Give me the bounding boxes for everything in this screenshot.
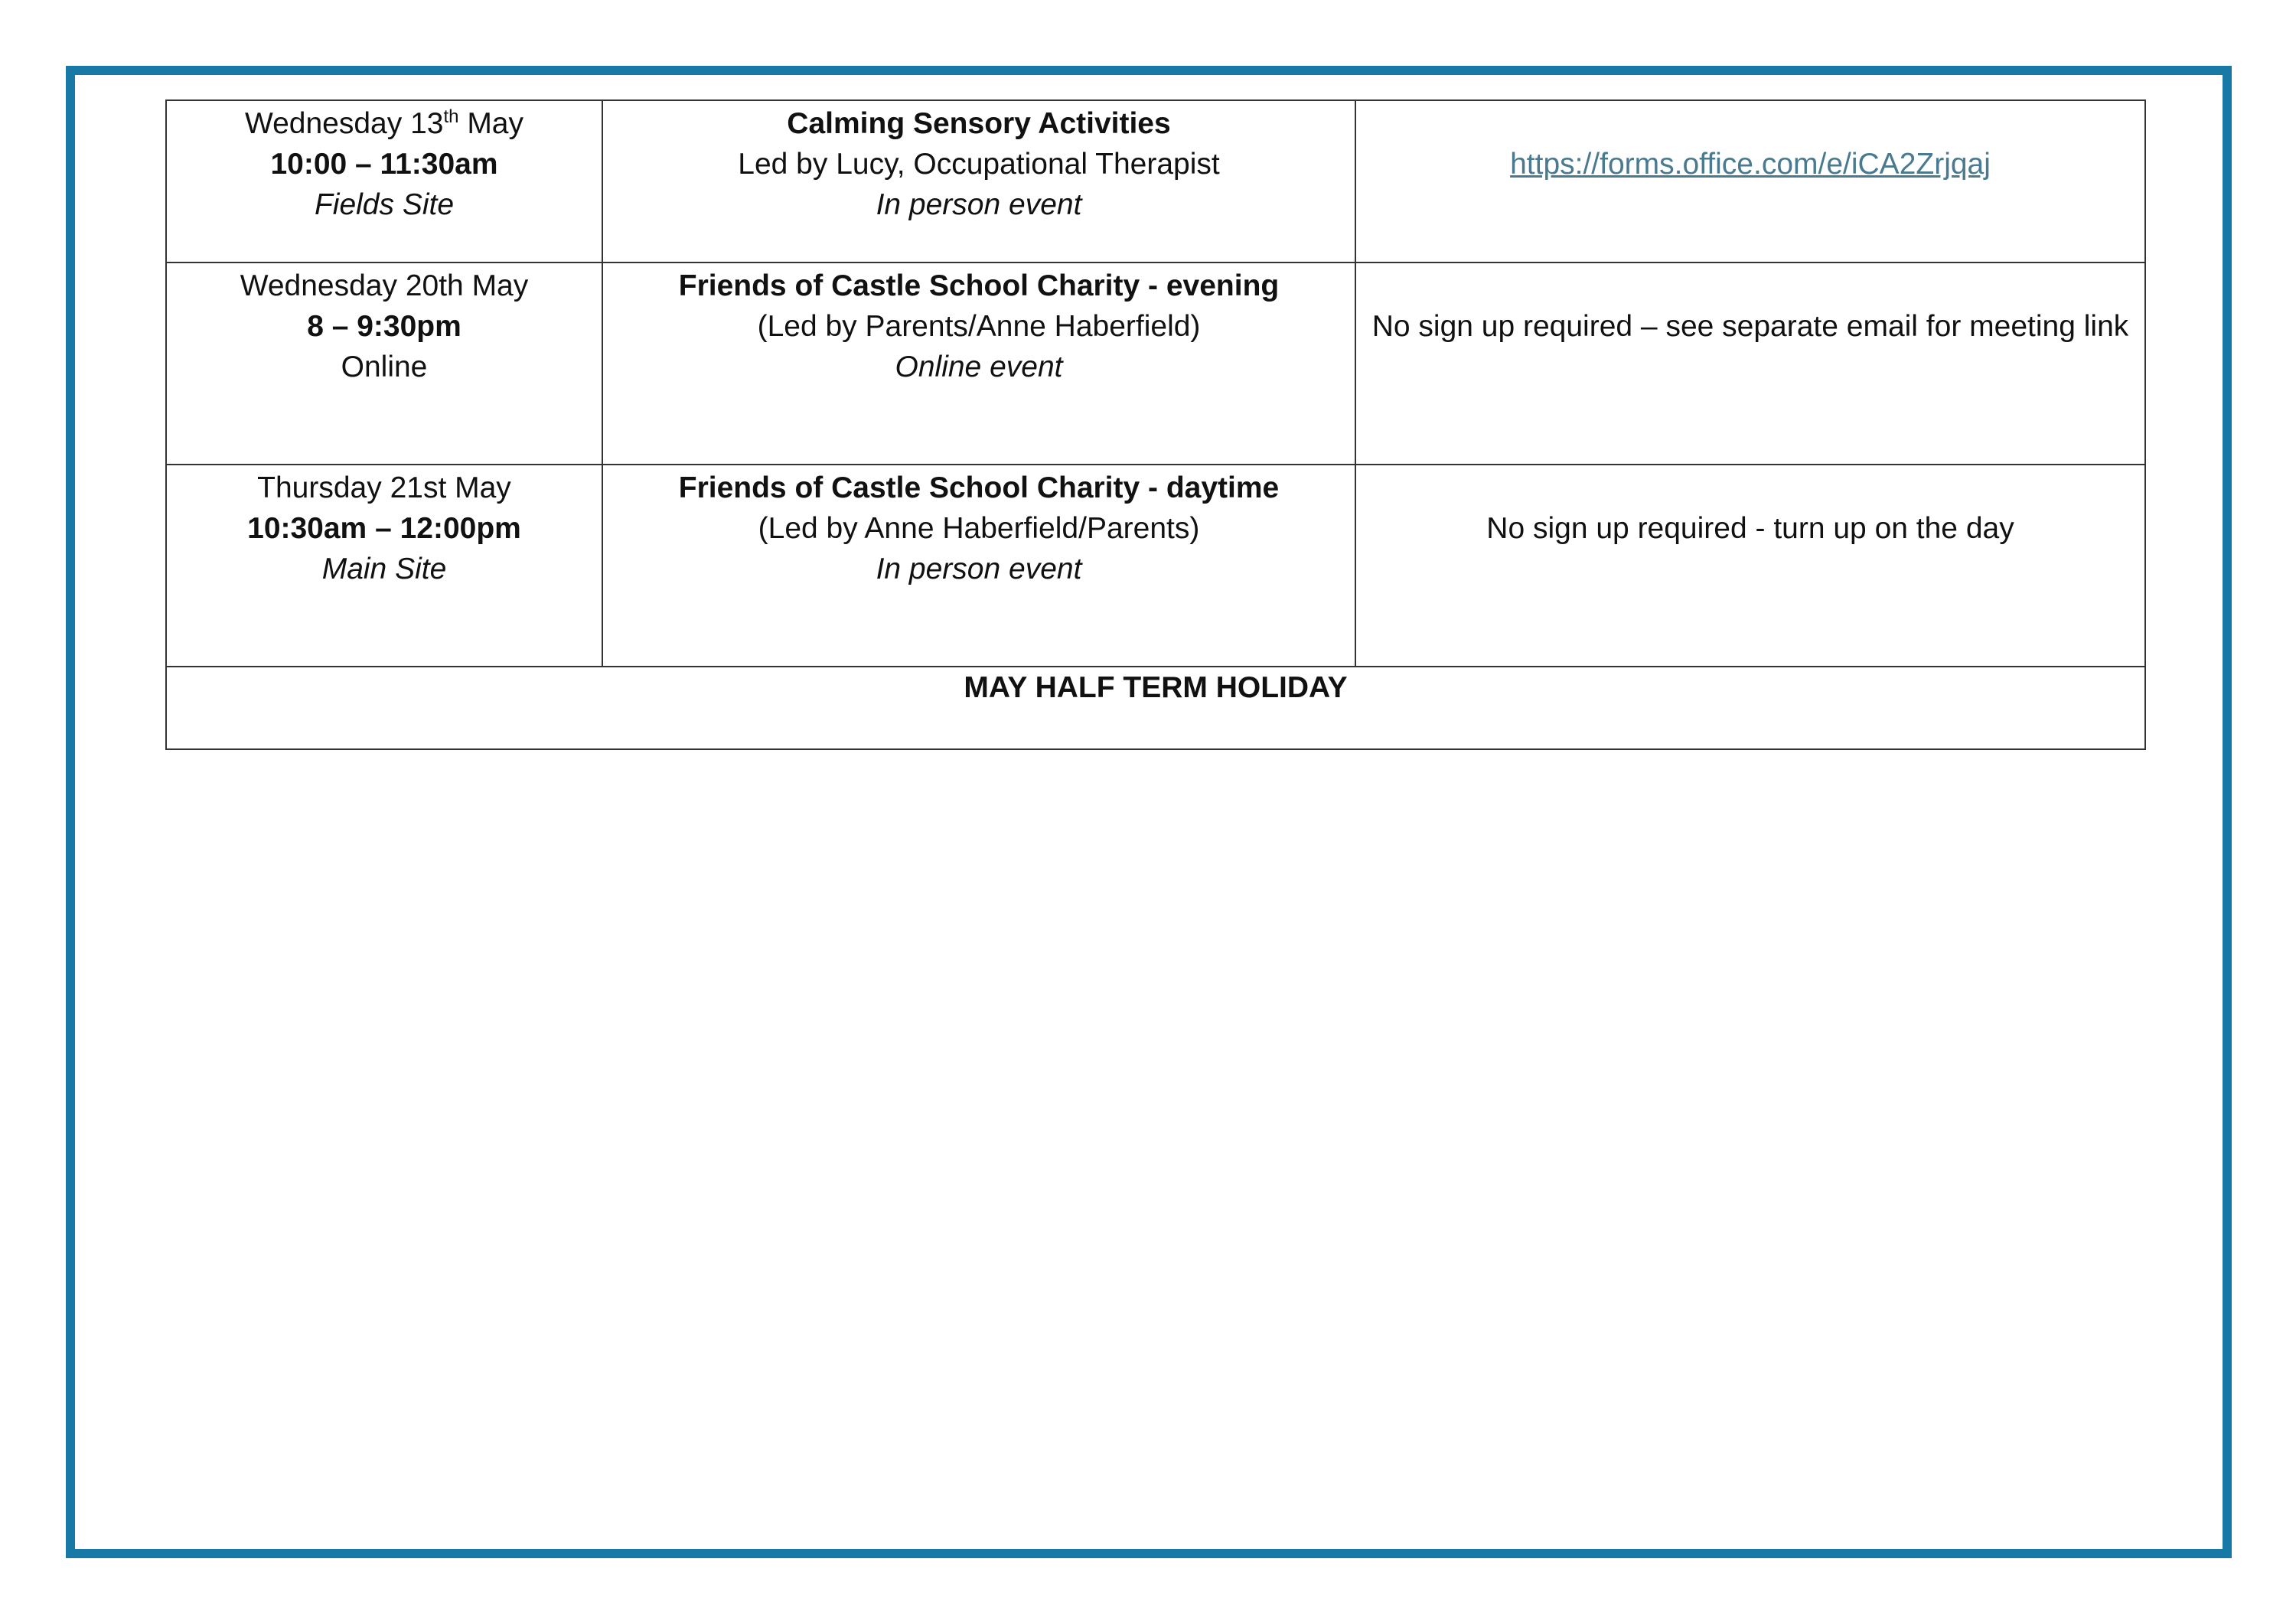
- event-location: Fields Site: [314, 188, 455, 221]
- table-row: [166, 465, 2145, 667]
- event-time: 8 – 9:30pm: [307, 310, 461, 343]
- event-time: 10:30am – 12:00pm: [247, 512, 521, 545]
- table-row: [166, 100, 2145, 263]
- event-led-by: (Led by Parents/Anne Haberfield): [757, 310, 1201, 343]
- holiday-row: [166, 667, 2145, 749]
- signup-note: No sign up required – see separate email for meeting link: [1371, 310, 2129, 343]
- event-title: Calming Sensory Activities: [787, 107, 1171, 140]
- holiday-label: MAY HALF TERM HOLIDAY: [166, 667, 2145, 749]
- event-cell: [602, 465, 1355, 667]
- signup-cell: [1355, 263, 2145, 465]
- event-location: Main Site: [321, 553, 447, 585]
- event-location: Online: [341, 351, 428, 383]
- signup-cell: [1355, 465, 2145, 667]
- event-date: Thursday 21st May: [257, 471, 511, 504]
- event-led-by: (Led by Anne Haberfield/Parents): [758, 512, 1200, 545]
- event-cell: [602, 263, 1355, 465]
- signup-note: No sign up required - turn up on the day: [1486, 512, 2014, 545]
- date-cell: [166, 263, 602, 465]
- event-schedule-table: [165, 99, 2146, 750]
- event-cell: [602, 100, 1355, 263]
- date-cell: [166, 100, 602, 263]
- signup-cell: [1355, 100, 2145, 263]
- event-type: Online event: [895, 351, 1063, 383]
- date-cell: [166, 465, 602, 667]
- table-row: [166, 263, 2145, 465]
- event-type: In person event: [876, 188, 1082, 221]
- event-type: In person event: [876, 553, 1082, 585]
- event-date: Wednesday 20th May: [240, 269, 529, 302]
- signup-link[interactable]: https://forms.office.com/e/iCA2Zrjqaj: [1510, 148, 1991, 181]
- event-date: Wednesday 13th May: [245, 106, 523, 140]
- event-led-by: Led by Lucy, Occupational Therapist: [738, 148, 1220, 181]
- event-time: 10:00 – 11:30am: [270, 148, 498, 181]
- event-title: Friends of Castle School Charity - daytime: [678, 471, 1280, 504]
- event-title: Friends of Castle School Charity - evening: [678, 269, 1280, 302]
